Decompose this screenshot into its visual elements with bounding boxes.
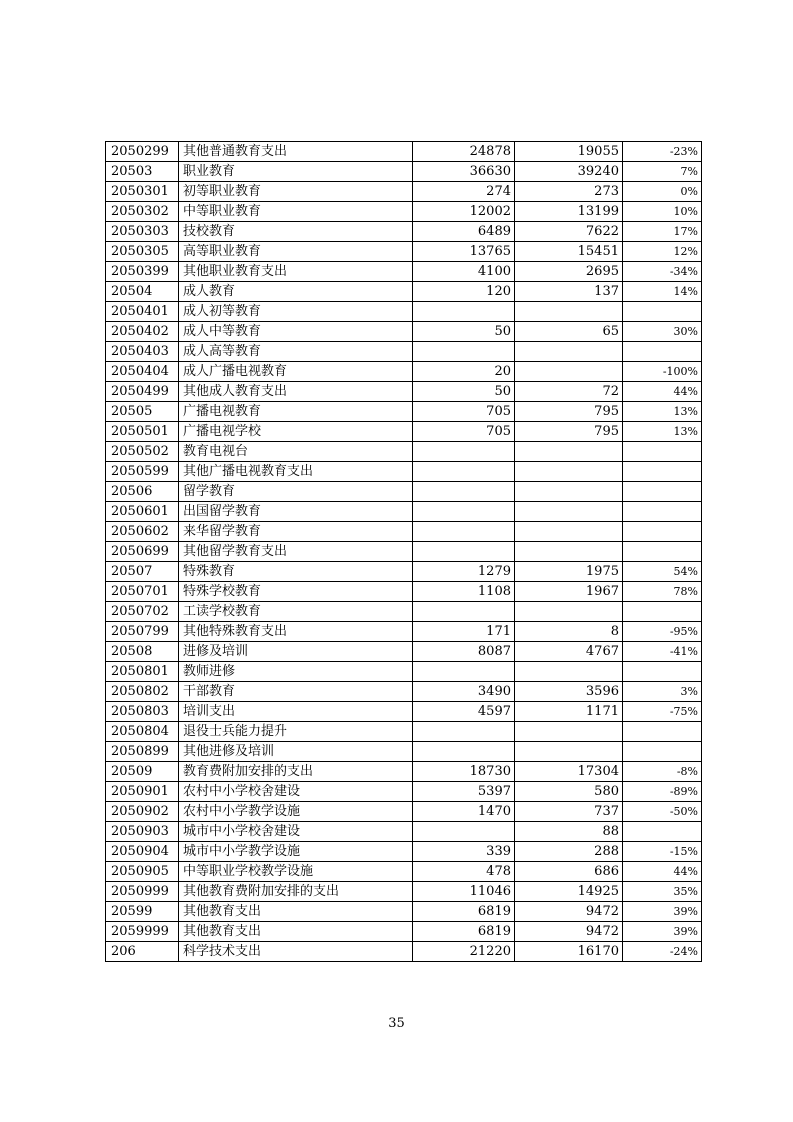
table-row [106, 442, 702, 462]
table-row [106, 682, 702, 702]
cell-item-name: 农村中小学教学设施 [179, 802, 413, 822]
cell-change-percent: 44% [623, 862, 702, 882]
cell-value-1: 3490 [413, 682, 515, 702]
cell-value-1: 274 [413, 182, 515, 202]
cell-code: 20507 [106, 562, 179, 582]
cell-value-1 [413, 742, 515, 762]
table-row [106, 302, 702, 322]
cell-item-name: 初等职业教育 [179, 182, 413, 202]
cell-value-1: 5397 [413, 782, 515, 802]
cell-change-percent: 7% [623, 162, 702, 182]
cell-value-1: 6819 [413, 902, 515, 922]
cell-value-2: 4767 [515, 642, 623, 662]
cell-code: 2050499 [106, 382, 179, 402]
cell-value-1: 1279 [413, 562, 515, 582]
cell-item-name: 其他留学教育支出 [179, 542, 413, 562]
cell-value-1 [413, 462, 515, 482]
cell-item-name: 成人高等教育 [179, 342, 413, 362]
cell-value-2: 14925 [515, 882, 623, 902]
cell-item-name: 广播电视教育 [179, 402, 413, 422]
cell-value-1: 6819 [413, 922, 515, 942]
cell-change-percent: -100% [623, 362, 702, 382]
cell-item-name: 技校教育 [179, 222, 413, 242]
cell-code: 2050903 [106, 822, 179, 842]
cell-code: 2059999 [106, 922, 179, 942]
cell-value-1 [413, 442, 515, 462]
cell-item-name: 教育电视台 [179, 442, 413, 462]
cell-change-percent [623, 722, 702, 742]
cell-change-percent: -50% [623, 802, 702, 822]
cell-change-percent [623, 742, 702, 762]
cell-change-percent: -34% [623, 262, 702, 282]
cell-value-1: 171 [413, 622, 515, 642]
cell-change-percent: -8% [623, 762, 702, 782]
table-row [106, 162, 702, 182]
cell-change-percent: -23% [623, 142, 702, 162]
cell-change-percent: -75% [623, 702, 702, 722]
table-row [106, 282, 702, 302]
cell-value-2: 3596 [515, 682, 623, 702]
cell-code: 20505 [106, 402, 179, 422]
cell-code: 2050301 [106, 182, 179, 202]
table-row [106, 222, 702, 242]
cell-value-2 [515, 662, 623, 682]
cell-value-1: 13765 [413, 242, 515, 262]
cell-value-1 [413, 342, 515, 362]
table-row [106, 142, 702, 162]
cell-value-2: 686 [515, 862, 623, 882]
cell-change-percent: 3% [623, 682, 702, 702]
table-row [106, 182, 702, 202]
cell-change-percent: 78% [623, 582, 702, 602]
cell-item-name: 其他成人教育支出 [179, 382, 413, 402]
cell-item-name: 特殊学校教育 [179, 582, 413, 602]
cell-value-2: 273 [515, 182, 623, 202]
cell-change-percent: 0% [623, 182, 702, 202]
cell-value-2 [515, 462, 623, 482]
cell-code: 2050403 [106, 342, 179, 362]
cell-item-name: 其他进修及培训 [179, 742, 413, 762]
cell-value-2: 13199 [515, 202, 623, 222]
cell-item-name: 工读学校教育 [179, 602, 413, 622]
table-row [106, 882, 702, 902]
cell-code: 2050602 [106, 522, 179, 542]
table-row [106, 642, 702, 662]
cell-value-1: 1108 [413, 582, 515, 602]
cell-item-name: 成人初等教育 [179, 302, 413, 322]
cell-change-percent [623, 662, 702, 682]
cell-code: 2050902 [106, 802, 179, 822]
cell-code: 2050502 [106, 442, 179, 462]
cell-item-name: 干部教育 [179, 682, 413, 702]
cell-change-percent: 17% [623, 222, 702, 242]
cell-item-name: 其他普通教育支出 [179, 142, 413, 162]
cell-value-1: 705 [413, 422, 515, 442]
cell-item-name: 城市中小学教学设施 [179, 842, 413, 862]
cell-code: 2050299 [106, 142, 179, 162]
cell-change-percent: 39% [623, 902, 702, 922]
cell-value-1 [413, 722, 515, 742]
cell-change-percent [623, 602, 702, 622]
cell-value-2: 795 [515, 422, 623, 442]
cell-value-1: 4100 [413, 262, 515, 282]
cell-value-2: 737 [515, 802, 623, 822]
cell-value-1: 21220 [413, 942, 515, 962]
cell-value-2 [515, 542, 623, 562]
cell-value-2: 39240 [515, 162, 623, 182]
table-row [106, 742, 702, 762]
table-row [106, 342, 702, 362]
cell-code: 2050904 [106, 842, 179, 862]
cell-value-2: 88 [515, 822, 623, 842]
cell-code: 2050901 [106, 782, 179, 802]
cell-value-2: 1975 [515, 562, 623, 582]
cell-value-2 [515, 522, 623, 542]
cell-code: 20506 [106, 482, 179, 502]
cell-value-1 [413, 822, 515, 842]
table-row [106, 462, 702, 482]
cell-value-2: 1171 [515, 702, 623, 722]
cell-value-1: 36630 [413, 162, 515, 182]
cell-item-name: 中等职业学校教学设施 [179, 862, 413, 882]
table-row [106, 822, 702, 842]
cell-code: 2050801 [106, 662, 179, 682]
cell-code: 2050303 [106, 222, 179, 242]
cell-value-1 [413, 662, 515, 682]
cell-value-2: 9472 [515, 922, 623, 942]
cell-value-1: 24878 [413, 142, 515, 162]
table-row [106, 242, 702, 262]
cell-value-1: 12002 [413, 202, 515, 222]
table-row [106, 522, 702, 542]
cell-value-2: 72 [515, 382, 623, 402]
cell-item-name: 其他职业教育支出 [179, 262, 413, 282]
cell-value-2 [515, 362, 623, 382]
cell-change-percent [623, 502, 702, 522]
cell-value-2: 8 [515, 622, 623, 642]
cell-item-name: 特殊教育 [179, 562, 413, 582]
cell-item-name: 教师进修 [179, 662, 413, 682]
cell-value-2: 65 [515, 322, 623, 342]
cell-value-2 [515, 342, 623, 362]
table-row [106, 662, 702, 682]
cell-code: 2050999 [106, 882, 179, 902]
cell-value-2: 288 [515, 842, 623, 862]
table-row [106, 562, 702, 582]
page-number: 35 [388, 1016, 405, 1031]
cell-code: 20508 [106, 642, 179, 662]
cell-change-percent: 30% [623, 322, 702, 342]
cell-change-percent [623, 522, 702, 542]
cell-item-name: 留学教育 [179, 482, 413, 502]
cell-value-1: 6489 [413, 222, 515, 242]
cell-item-name: 教育费附加安排的支出 [179, 762, 413, 782]
cell-item-name: 其他特殊教育支出 [179, 622, 413, 642]
cell-code: 2050601 [106, 502, 179, 522]
cell-value-2 [515, 442, 623, 462]
cell-change-percent: 13% [623, 422, 702, 442]
cell-item-name: 高等职业教育 [179, 242, 413, 262]
table-row [106, 482, 702, 502]
cell-value-2 [515, 502, 623, 522]
table-row [106, 622, 702, 642]
cell-code: 2050905 [106, 862, 179, 882]
cell-code: 20509 [106, 762, 179, 782]
cell-change-percent: -95% [623, 622, 702, 642]
cell-item-name: 城市中小学校舍建设 [179, 822, 413, 842]
cell-code: 2050802 [106, 682, 179, 702]
cell-item-name: 其他教育支出 [179, 922, 413, 942]
cell-item-name: 出国留学教育 [179, 502, 413, 522]
cell-value-2: 15451 [515, 242, 623, 262]
table-row [106, 722, 702, 742]
cell-value-1: 20 [413, 362, 515, 382]
cell-value-1: 478 [413, 862, 515, 882]
table-row [106, 902, 702, 922]
cell-value-1: 120 [413, 282, 515, 302]
table-row [106, 942, 702, 962]
cell-value-2 [515, 742, 623, 762]
cell-code: 2050599 [106, 462, 179, 482]
table-row [106, 502, 702, 522]
cell-value-2 [515, 722, 623, 742]
cell-value-2: 580 [515, 782, 623, 802]
cell-change-percent: 13% [623, 402, 702, 422]
cell-item-name: 中等职业教育 [179, 202, 413, 222]
cell-value-1 [413, 482, 515, 502]
cell-change-percent: 54% [623, 562, 702, 582]
cell-value-2: 795 [515, 402, 623, 422]
cell-value-1 [413, 522, 515, 542]
cell-code: 2050899 [106, 742, 179, 762]
table-row [106, 542, 702, 562]
cell-value-1: 4597 [413, 702, 515, 722]
cell-item-name: 退役士兵能力提升 [179, 722, 413, 742]
cell-item-name: 其他教育支出 [179, 902, 413, 922]
cell-change-percent: -24% [623, 942, 702, 962]
cell-value-1: 705 [413, 402, 515, 422]
cell-value-2: 9472 [515, 902, 623, 922]
cell-code: 2050799 [106, 622, 179, 642]
table-row [106, 582, 702, 602]
cell-change-percent: 39% [623, 922, 702, 942]
table-row [106, 362, 702, 382]
cell-item-name: 成人教育 [179, 282, 413, 302]
cell-item-name: 来华留学教育 [179, 522, 413, 542]
table-row [106, 702, 702, 722]
cell-item-name: 培训支出 [179, 702, 413, 722]
cell-code: 2050302 [106, 202, 179, 222]
table-row [106, 782, 702, 802]
cell-change-percent: 44% [623, 382, 702, 402]
cell-value-1: 50 [413, 382, 515, 402]
table-row [106, 922, 702, 942]
table-row [106, 762, 702, 782]
cell-change-percent [623, 482, 702, 502]
cell-value-2: 16170 [515, 942, 623, 962]
cell-code: 2050702 [106, 602, 179, 622]
cell-value-2 [515, 602, 623, 622]
cell-change-percent: -15% [623, 842, 702, 862]
cell-change-percent: 14% [623, 282, 702, 302]
cell-code: 2050701 [106, 582, 179, 602]
cell-value-2 [515, 302, 623, 322]
cell-change-percent: 35% [623, 882, 702, 902]
cell-code: 2050699 [106, 542, 179, 562]
cell-value-2: 137 [515, 282, 623, 302]
cell-change-percent [623, 822, 702, 842]
cell-value-1 [413, 502, 515, 522]
cell-value-1 [413, 602, 515, 622]
table-row [106, 602, 702, 622]
cell-change-percent: 12% [623, 242, 702, 262]
cell-change-percent: -41% [623, 642, 702, 662]
cell-value-2: 19055 [515, 142, 623, 162]
cell-value-2: 17304 [515, 762, 623, 782]
cell-change-percent [623, 302, 702, 322]
cell-code: 2050501 [106, 422, 179, 442]
cell-change-percent [623, 462, 702, 482]
cell-value-1: 11046 [413, 882, 515, 902]
table-row [106, 862, 702, 882]
table-row [106, 422, 702, 442]
budget-table [105, 141, 702, 962]
cell-code: 20599 [106, 902, 179, 922]
table-row [106, 322, 702, 342]
cell-code: 2050399 [106, 262, 179, 282]
cell-value-1: 339 [413, 842, 515, 862]
cell-change-percent [623, 342, 702, 362]
cell-item-name: 成人中等教育 [179, 322, 413, 342]
cell-item-name: 职业教育 [179, 162, 413, 182]
cell-item-name: 广播电视学校 [179, 422, 413, 442]
cell-code: 2050401 [106, 302, 179, 322]
cell-item-name: 农村中小学校舍建设 [179, 782, 413, 802]
cell-item-name: 科学技术支出 [179, 942, 413, 962]
cell-value-1: 50 [413, 322, 515, 342]
cell-item-name: 成人广播电视教育 [179, 362, 413, 382]
cell-code: 2050803 [106, 702, 179, 722]
table-row [106, 842, 702, 862]
table-row [106, 202, 702, 222]
cell-code: 2050404 [106, 362, 179, 382]
table-row [106, 802, 702, 822]
cell-value-1 [413, 302, 515, 322]
cell-code: 2050804 [106, 722, 179, 742]
cell-value-1: 8087 [413, 642, 515, 662]
cell-value-2: 1967 [515, 582, 623, 602]
cell-value-1 [413, 542, 515, 562]
cell-value-2: 2695 [515, 262, 623, 282]
cell-item-name: 进修及培训 [179, 642, 413, 662]
cell-code: 2050402 [106, 322, 179, 342]
cell-item-name: 其他广播电视教育支出 [179, 462, 413, 482]
table-row [106, 402, 702, 422]
cell-value-1: 18730 [413, 762, 515, 782]
cell-value-1: 1470 [413, 802, 515, 822]
cell-change-percent [623, 542, 702, 562]
cell-code: 20504 [106, 282, 179, 302]
table-row [106, 382, 702, 402]
table-row [106, 262, 702, 282]
cell-change-percent: -89% [623, 782, 702, 802]
cell-code: 20503 [106, 162, 179, 182]
cell-value-2 [515, 482, 623, 502]
cell-change-percent: 10% [623, 202, 702, 222]
cell-value-2: 7622 [515, 222, 623, 242]
cell-code: 206 [106, 942, 179, 962]
cell-code: 2050305 [106, 242, 179, 262]
table-body [106, 142, 702, 962]
cell-change-percent [623, 442, 702, 462]
cell-item-name: 其他教育费附加安排的支出 [179, 882, 413, 902]
